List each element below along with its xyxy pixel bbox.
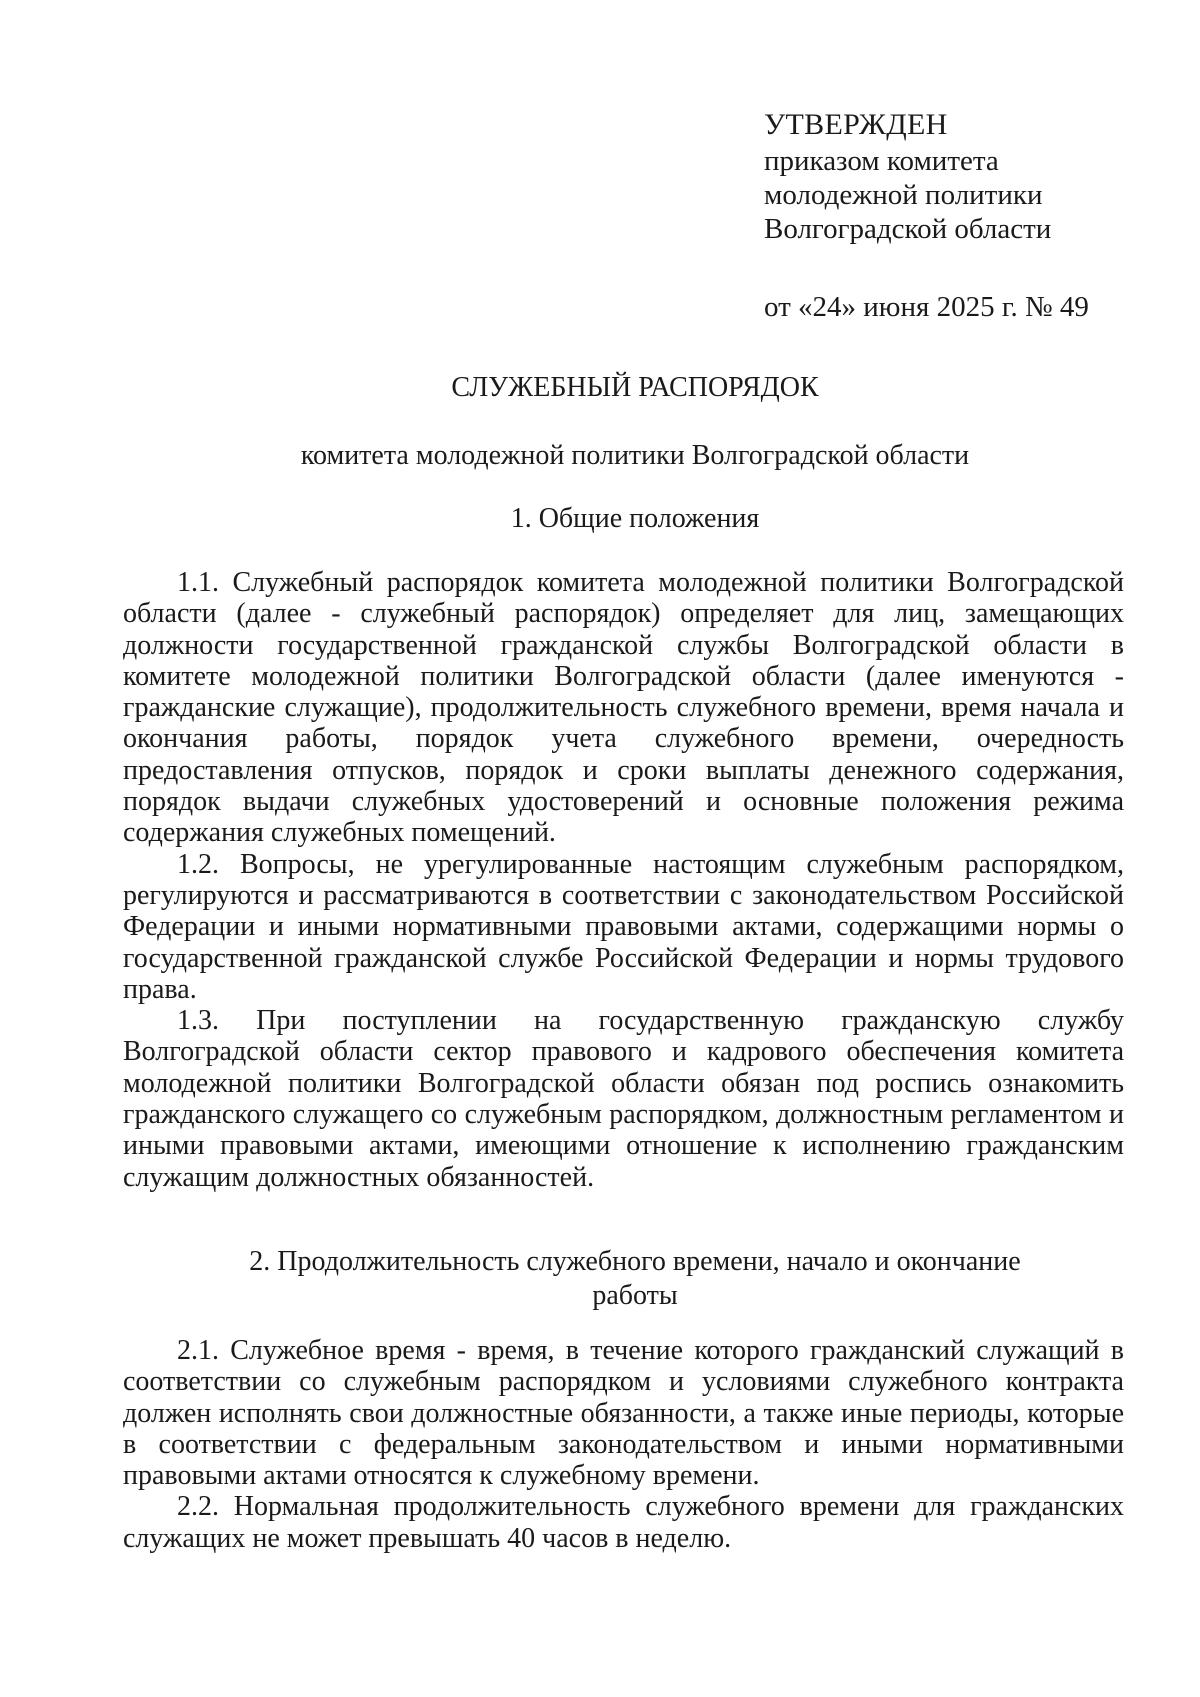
- paragraph-2-1: 2.1. Служебное время - время, в течение которого гражданский служащий в соответствии со служебным распорядком и условиями служебного контракта должен исполнять свои должностные обязанности, а также иные периоды, которые в соответствии с федеральным законодательством и иными нормативными правовыми актами относятся к служебному времени.: [123, 1335, 1124, 1492]
- paragraph-2-2: 2.2. Нормальная продолжительность служебного времени для гражданских служащих не может превышать 40 часов в неделю.: [123, 1491, 1124, 1554]
- paragraph-1-1: 1.1. Служебный распорядок комитета молодежной политики Волгоградской области (далее - служебный распорядок) определяет для лиц, замещающих должности государственной гражданской службы Волгоградской области в комитете молодежной политики Волгоградской области (далее именуются - гражданские служащие), продолжительность служебного времени, время начала и окончания работы, порядок учета служебного времени, очередность предоставления отпусков, порядок и сроки выплаты денежного содержания, порядок выдачи служебных удостоверений и основные положения режима содержания служебных помещений.: [123, 567, 1124, 849]
- section-1-body: [123, 567, 1124, 1193]
- section-2-body: [123, 1335, 1124, 1554]
- section-2-heading-line-1: 2. Продолжительность служебного времени, начало и окончание: [249, 1246, 1021, 1277]
- document-title: СЛУЖЕБНЫЙ РАСПОРЯДОК: [451, 372, 819, 403]
- approval-date: от «24» июня 2025 г. № 49: [764, 291, 1089, 323]
- paragraph-1-2: 1.2. Вопросы, не урегулированные настоящим служебным распорядком, регулируются и рассматриваются в соответствии с законодательством Российской Федерации и иными нормативными правовыми актами, содержащими нормы о государственной гражданской службе Российской Федерации и нормы трудового права.: [123, 848, 1124, 1005]
- approval-title: УТВЕРЖДЕН: [764, 108, 948, 141]
- approval-line-2: молодежной политики: [764, 179, 1043, 211]
- section-2-heading: [0, 1245, 1200, 1313]
- approval-line-1: приказом комитета: [764, 145, 999, 177]
- document-subtitle: комитета молодежной политики Волгоградской области: [300, 440, 970, 471]
- section-1-heading: 1. Общие положения: [510, 503, 760, 534]
- approval-stamp-block: [764, 108, 1089, 324]
- paragraph-1-3: 1.3. При поступлении на государственную гражданскую службу Волгоградской области сектор правового и кадрового обеспечения комитета молодежной политики Волгоградской области обязан под роспись ознакомить гражданского служащего со служебным распорядком, должностным регламентом и иными правовыми актами, имеющими отношение к исполнению гражданским служащим должностных обязанностей.: [123, 1005, 1124, 1193]
- section-2-heading-line-2: работы: [592, 1280, 678, 1311]
- approval-line-3: Волгоградской области: [764, 213, 1052, 245]
